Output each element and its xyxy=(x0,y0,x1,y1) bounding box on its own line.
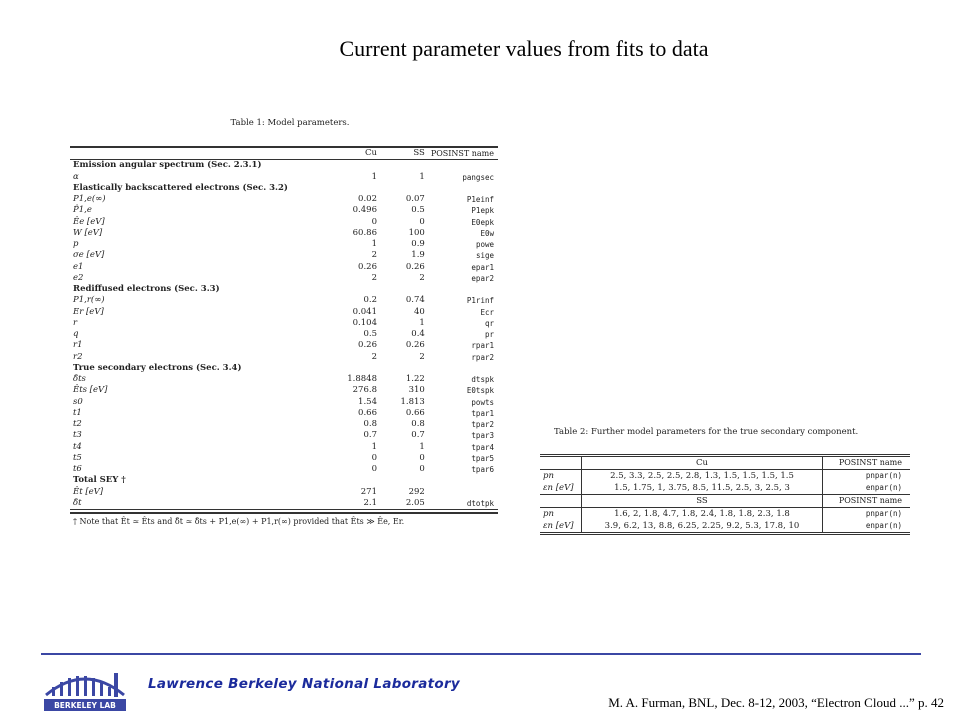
cu-value: 0.5 xyxy=(363,329,377,339)
param-symbol: W [eV] xyxy=(73,227,103,238)
cu-value: 0.496 xyxy=(352,205,377,216)
table2-row xyxy=(540,470,910,483)
param-symbol: q xyxy=(73,329,79,339)
param-symbol: e2 xyxy=(73,272,84,283)
param-symbol: r2 xyxy=(73,351,83,362)
ss-value: 310 xyxy=(408,385,425,396)
table1-row xyxy=(70,172,498,183)
posinst-name xyxy=(431,487,498,498)
cu-value: 2.1 xyxy=(320,498,385,510)
posinst-name: epar1 xyxy=(471,262,494,272)
table1-row xyxy=(70,194,498,205)
param-symbol: t1 xyxy=(73,407,82,418)
table1-section-row xyxy=(70,160,498,172)
cu-value: 0.66 xyxy=(358,407,377,418)
table1-row xyxy=(70,205,498,216)
table1-row xyxy=(70,385,498,396)
posinst-name: qr xyxy=(484,318,494,328)
posinst-name: pr xyxy=(484,330,494,339)
table1-header-ss: SS xyxy=(385,147,431,160)
table2-row xyxy=(540,520,910,534)
posinst-name: powts xyxy=(471,397,494,407)
posinst-name: dtotpk xyxy=(431,498,498,510)
param-symbol: t6 xyxy=(73,464,82,474)
table1-row xyxy=(70,307,498,318)
lab-name: Lawrence Berkeley National Laboratory xyxy=(148,676,461,692)
table2-row xyxy=(540,482,910,495)
cu-value: 2 xyxy=(371,351,377,362)
footer-rule xyxy=(41,653,921,655)
ss-value: 292 xyxy=(408,486,425,497)
param-symbol: r xyxy=(73,317,78,328)
section-title: Elastically backscattered electrons (Sec. 3.2) xyxy=(73,182,288,193)
table2-header-blank xyxy=(540,456,582,470)
cu-value: 0.2 xyxy=(363,295,377,306)
ss-value: 0.5 xyxy=(411,205,425,216)
table1-row xyxy=(70,419,498,430)
ss-value: 0.74 xyxy=(405,295,425,306)
cu-value: 0.7 xyxy=(363,430,377,441)
cu-value: 0.8 xyxy=(363,419,377,429)
posinst-name: tpar6 xyxy=(471,465,494,474)
table1-header-blank xyxy=(70,147,320,160)
table1-row xyxy=(70,442,498,453)
ss-value: 0.8 xyxy=(411,419,425,429)
model-parameters-table xyxy=(70,118,498,526)
table1-row xyxy=(70,340,498,351)
posinst-name: enpar(n) xyxy=(823,520,911,534)
param-symbol: p xyxy=(73,239,79,249)
posinst-name: pnpar(n) xyxy=(865,471,902,480)
posinst-name: P1rinf xyxy=(466,296,494,306)
ss-value: 2 xyxy=(419,351,425,362)
table1-row xyxy=(70,273,498,284)
param-symbol: pn xyxy=(540,470,582,483)
cu-value: 0.26 xyxy=(358,340,377,351)
cu-value: 1.54 xyxy=(358,396,377,407)
posinst-name: tpar2 xyxy=(471,420,494,429)
param-values: 1.6, 2, 1.8, 4.7, 1.8, 2.4, 1.8, 1.8, 2.3, 1.8 xyxy=(582,508,823,521)
ss-value: 0.7 xyxy=(411,430,425,441)
param-values: 1.5, 1.75, 1, 3.75, 8.5, 11.5, 2.5, 3, 2.5, 3 xyxy=(582,482,823,495)
table2-caption: Table 2: Further model parameters for the true secondary component. xyxy=(554,427,859,437)
table1-caption: Table 1: Model parameters. xyxy=(230,118,350,128)
ss-value: 0 xyxy=(419,216,425,227)
cu-value: 2 xyxy=(371,272,377,283)
ss-value: 1 xyxy=(419,441,425,452)
posinst-name: E0tspk xyxy=(466,386,494,396)
table1-row xyxy=(70,487,498,498)
param-symbol: Êe [eV] xyxy=(73,216,105,227)
param-symbol: σe [eV] xyxy=(73,250,105,261)
table1-row xyxy=(70,217,498,228)
cu-value: 1 xyxy=(371,171,377,182)
param-symbol: Er [eV] xyxy=(73,306,104,317)
param-symbol: P1,e(∞) xyxy=(73,194,106,204)
cu-value: 0.041 xyxy=(352,306,377,317)
table1-row xyxy=(70,453,498,464)
cu-value: 1 xyxy=(371,239,377,249)
ss-value: 40 xyxy=(413,306,425,317)
table1-row xyxy=(70,295,498,306)
table2-header-blank xyxy=(540,495,582,508)
ss-value: 0.4 xyxy=(411,329,425,339)
cu-value: 2 xyxy=(371,250,377,261)
table1-section-row xyxy=(70,284,498,295)
table1-header-name: POSINST name xyxy=(431,147,498,160)
table1-row xyxy=(70,352,498,363)
posinst-name: P1epk xyxy=(471,206,494,216)
berkeley-lab-logo xyxy=(40,665,130,715)
param-symbol: εn [eV] xyxy=(540,482,582,495)
ss-value: 0.26 xyxy=(405,340,425,351)
posinst-name: tpar5 xyxy=(471,453,494,463)
table1-row xyxy=(70,430,498,441)
param-symbol: pn xyxy=(540,508,582,521)
section-title: Emission angular spectrum (Sec. 2.3.1) xyxy=(73,160,262,171)
posinst-name: pnpar(n) xyxy=(865,509,902,518)
ss-value: 1.22 xyxy=(405,374,425,384)
citation: M. A. Furman, BNL, Dec. 8-12, 2003, “Electron Cloud ...” p. 42 xyxy=(608,695,944,710)
param-symbol: r1 xyxy=(73,340,83,351)
material-label: SS xyxy=(582,495,823,508)
param-symbol: Êts [eV] xyxy=(73,385,108,396)
section-title: True secondary electrons (Sec. 3.4) xyxy=(73,362,242,373)
ss-value: 0.26 xyxy=(405,261,425,272)
posinst-name: enpar(n) xyxy=(865,483,902,492)
param-symbol: t2 xyxy=(73,419,82,429)
posinst-name: Ecr xyxy=(480,307,494,317)
ss-value: 0 xyxy=(419,464,425,474)
param-values: 2.5, 3.3, 2.5, 2.5, 2.8, 1.3, 1.5, 1.5, 1.5, 1.5 xyxy=(582,470,823,483)
table1-row xyxy=(70,228,498,239)
cu-value: 60.86 xyxy=(352,227,377,238)
posinst-name: tpar1 xyxy=(471,408,494,418)
ss-value: 2.05 xyxy=(385,498,431,510)
table1-row xyxy=(70,239,498,250)
table2-row xyxy=(540,508,910,521)
ss-value: 2 xyxy=(419,272,425,283)
ss-value: 0.66 xyxy=(405,407,425,418)
param-symbol: t3 xyxy=(73,430,82,441)
ss-value: 1 xyxy=(419,317,425,328)
posinst-name: E0w xyxy=(480,228,494,238)
table1-footnote: † Note that Êt ≃ Êts and δ̂t ≃ δ̂ts + P1,e(∞) + P1,r(∞) provided that Êts ≫ Êe, Er. xyxy=(70,512,498,526)
table1-row xyxy=(70,397,498,408)
section-title: Total SEY † xyxy=(73,475,126,486)
table1-row xyxy=(70,329,498,340)
ss-value: 0.9 xyxy=(411,239,425,249)
posinst-name: dtspk xyxy=(471,375,494,384)
table1-section-row xyxy=(70,183,498,194)
table1-row xyxy=(70,464,498,475)
posinst-name: tpar4 xyxy=(471,442,494,452)
table2-material-header xyxy=(540,456,910,470)
table2-material-header xyxy=(540,495,910,508)
param-symbol: s0 xyxy=(73,396,83,407)
logo-text: BERKELEY LAB xyxy=(54,701,116,710)
table1-header-cu: Cu xyxy=(320,147,385,160)
cu-value: 0 xyxy=(371,452,377,463)
table1-row xyxy=(70,408,498,419)
cu-value: 0.104 xyxy=(352,317,377,328)
ss-value: 1.813 xyxy=(400,396,425,407)
section-title: Rediffused electrons (Sec. 3.3) xyxy=(73,284,220,294)
true-secondary-table xyxy=(540,427,910,535)
cu-value: 1.8848 xyxy=(347,374,377,384)
table1-header-row xyxy=(70,147,498,160)
table1-row xyxy=(70,318,498,329)
slide-title: Current parameter values from fits to data xyxy=(339,36,709,61)
param-symbol: εn [eV] xyxy=(540,520,582,534)
param-symbol: Êt [eV] xyxy=(73,486,104,497)
table1-row xyxy=(70,498,498,510)
posinst-name: tpar3 xyxy=(471,431,494,441)
posinst-name: rpar1 xyxy=(471,341,494,351)
cu-value: 0 xyxy=(371,464,377,474)
posinst-name: powe xyxy=(475,240,494,249)
posinst-name: sige xyxy=(475,251,494,261)
posinst-name-header: POSINST name xyxy=(823,456,911,470)
param-symbol: t5 xyxy=(73,452,82,463)
param-symbol: e1 xyxy=(73,261,84,272)
cu-value: 0 xyxy=(371,216,377,227)
posinst-name: epar2 xyxy=(471,273,494,283)
cu-value: 0.02 xyxy=(358,194,377,204)
param-values: 3.9, 6.2, 13, 8.8, 6.25, 2.25, 9.2, 5.3, 17.8, 10 xyxy=(582,520,823,534)
ss-value: 0.07 xyxy=(405,194,425,204)
ss-value: 1.9 xyxy=(411,250,425,261)
cu-value: 276.8 xyxy=(352,385,377,396)
posinst-name: E0epk xyxy=(471,217,494,227)
table1-row xyxy=(70,250,498,261)
table1-row xyxy=(70,262,498,273)
ss-value: 100 xyxy=(408,227,425,238)
posinst-name: P1einf xyxy=(466,195,494,204)
cu-value: 271 xyxy=(360,486,377,497)
table1-section-row xyxy=(70,475,498,486)
param-symbol: t4 xyxy=(73,441,82,452)
ss-value: 0 xyxy=(419,452,425,463)
cu-value: 0.26 xyxy=(358,261,377,272)
param-symbol: α xyxy=(73,171,79,182)
table1-section-row xyxy=(70,363,498,374)
table1-row xyxy=(70,374,498,385)
ss-value: 1 xyxy=(419,171,425,182)
posinst-name-header: POSINST name xyxy=(823,495,911,508)
posinst-name: pangsec xyxy=(462,172,494,182)
param-symbol: δ̂t xyxy=(70,498,320,510)
material-label: Cu xyxy=(582,456,823,470)
posinst-name: rpar2 xyxy=(471,352,494,362)
param-symbol: P1,r(∞) xyxy=(73,295,105,306)
cu-value: 1 xyxy=(371,441,377,452)
param-symbol: P̂1,e xyxy=(73,205,92,216)
param-symbol: δ̂ts xyxy=(73,374,86,384)
